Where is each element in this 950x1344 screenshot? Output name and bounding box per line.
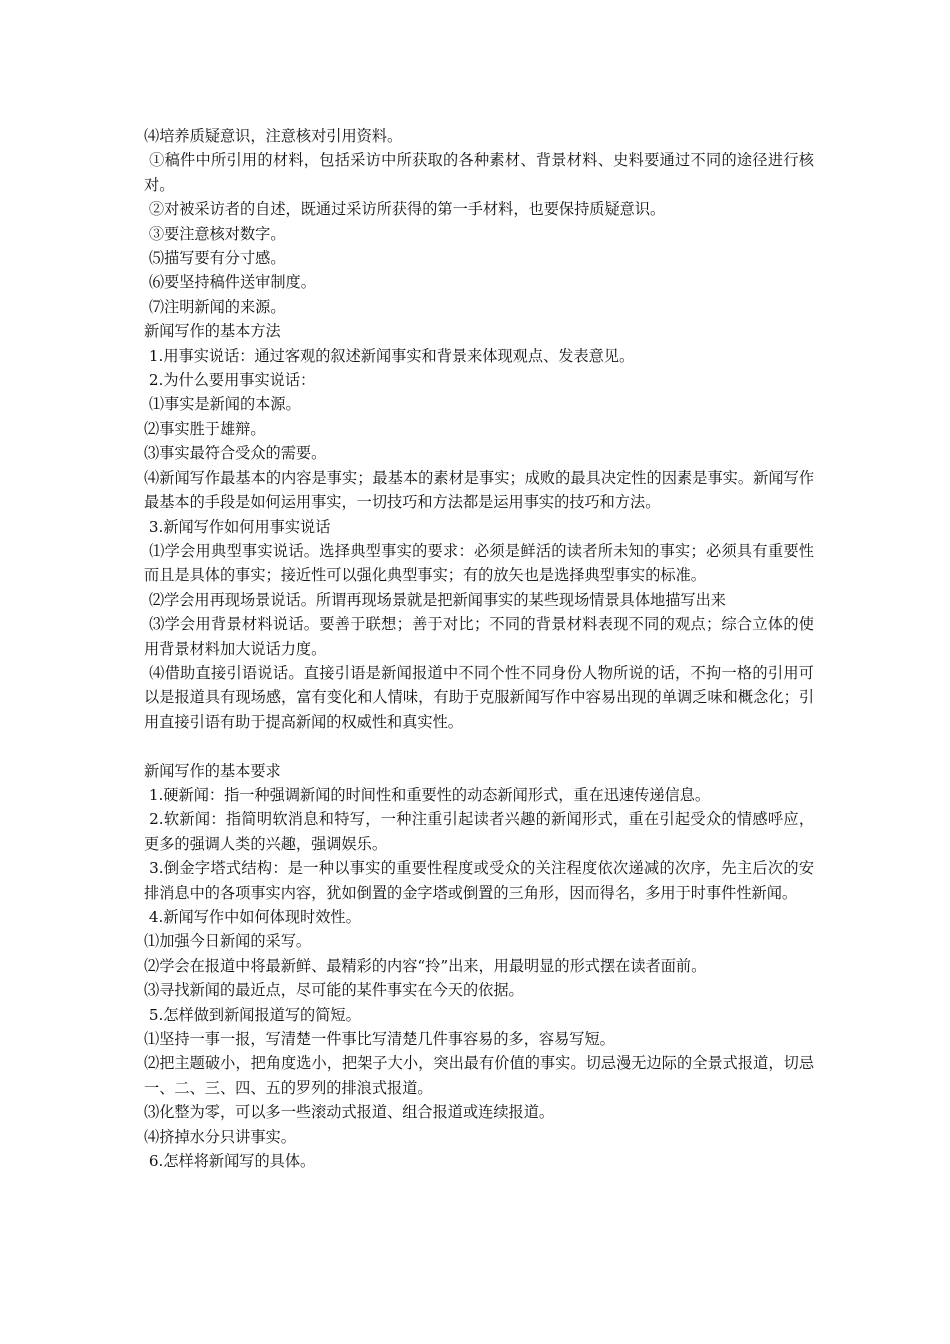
paragraph: 2.为什么要用事实说话：: [144, 371, 316, 390]
paragraph: 3.新闻写作如何用事实说话: [144, 517, 331, 536]
paragraph: ⑶学会用背景材料说话。要善于联想；善于对比；不同的背景材料表现不同的观点；综合立体的使用背景材料加大说话力度。: [144, 615, 814, 658]
paragraph: ⑶化整为零，可以多一些滚动式报道、组合报道或连续报道。: [144, 1103, 555, 1122]
paragraph: ⑶寻找新闻的最近点，尽可能的某件事实在今天的依据。: [144, 981, 524, 1000]
paragraph: ⑵把主题破小，把角度选小，把架子大小，突出最有价值的事实。切忌漫无边际的全景式报道，切忌一、二、三、四、五的罗列的排浪式报道。: [144, 1054, 814, 1097]
paragraph: ⑴事实是新闻的本源。: [144, 395, 301, 414]
paragraph: ⑺注明新闻的来源。: [144, 297, 286, 316]
document-body: [144, 124, 814, 1173]
paragraph: ⑷培养质疑意识，注意核对引用资料。: [144, 127, 403, 145]
paragraph: 1.用事实说话：通过客观的叙述新闻事实和背景来体现观点、发表意见。: [144, 346, 635, 365]
paragraph: ⑴学会用典型事实说话。选择典型事实的要求：必须是鲜活的读者所未知的事实；必须具有重要性而且是具体的事实；接近性可以强化典型事实；有的放矢也是选择典型事实的标准。: [144, 541, 814, 585]
paragraph: ⑷新闻写作最基本的内容是事实；最基本的素材是事实；成败的最具决定性的因素是事实。新闻写作最基本的手段是如何运用事实，一切技巧和方法都是运用事实的技巧和方法。: [144, 468, 814, 512]
paragraph: 3.倒金字塔式结构：是一种以事实的重要性程度或受众的关注程度依次递减的次序，先主后次的安排消息中的各项事实内容，犹如倒置的金字塔或倒置的三角形，因而得名，多用于时事件性新闻。: [144, 859, 815, 902]
section-heading: 新闻写作的基本方法: [144, 322, 281, 341]
paragraph: 5.怎样做到新闻报道写的简短。: [144, 1005, 361, 1024]
paragraph: ⑵事实胜于雄辩。: [144, 419, 266, 438]
paragraph: 4.新闻写作中如何体现时效性。: [144, 907, 361, 926]
paragraph: ⑵学会在报道中将最新鲜、最精彩的内容“拎”出来，用最明显的形式摆在读者面前。: [144, 956, 707, 975]
paragraph: 1.硬新闻：指一种强调新闻的时间性和重要性的动态新闻形式，重在迅速传递信息。: [144, 785, 711, 804]
blank-line: [144, 734, 814, 758]
paragraph: ⑹要坚持稿件送审制度。: [144, 273, 316, 292]
paragraph: ⑷挤掉水分只讲事实。: [144, 1127, 296, 1146]
paragraph: ①稿件中所引用的材料，包括采访中所获取的各种素材、背景材料、史料要通过不同的途径进行核对。: [144, 151, 814, 194]
paragraph: ⑷借助直接引语说话。直接引语是新闻报道中不同个性不同身份人物所说的话，不拘一格的引用可以是报道具有现场感，富有变化和人情味，有助于克服新闻写作中容易出现的单调乏味和概念化；引用直接引语有助于提高新闻的权威性和真实性。: [144, 663, 814, 731]
paragraph: ⑴加强今日新闻的采写。: [144, 932, 312, 951]
paragraph: ②对被采访者的自述，既通过采访所获得的第一手材料，也要保持质疑意识。: [144, 200, 666, 219]
paragraph: ⑸描写要有分寸感。: [144, 249, 286, 268]
paragraph: ⑴坚持一事一报，写清楚一件事比写清楚几件事容易的多，容易写短。: [144, 1030, 615, 1049]
paragraph: ③要注意核对数字。: [144, 224, 286, 243]
paragraph: ⑵学会用再现场景说话。所谓再现场景就是把新闻事实的某些现场情景具体地描写出来: [144, 590, 726, 609]
paragraph: 6.怎样将新闻写的具体。: [144, 1152, 316, 1171]
paragraph: 2.软新闻：指简明软消息和特写，一种注重引起读者兴趣的新闻形式，重在引起受众的情感呼应，更多的强调人类的兴趣，强调娱乐。: [144, 810, 815, 853]
paragraph: ⑶事实最符合受众的需要。: [144, 444, 327, 463]
section-heading: 新闻写作的基本要求: [144, 761, 281, 780]
